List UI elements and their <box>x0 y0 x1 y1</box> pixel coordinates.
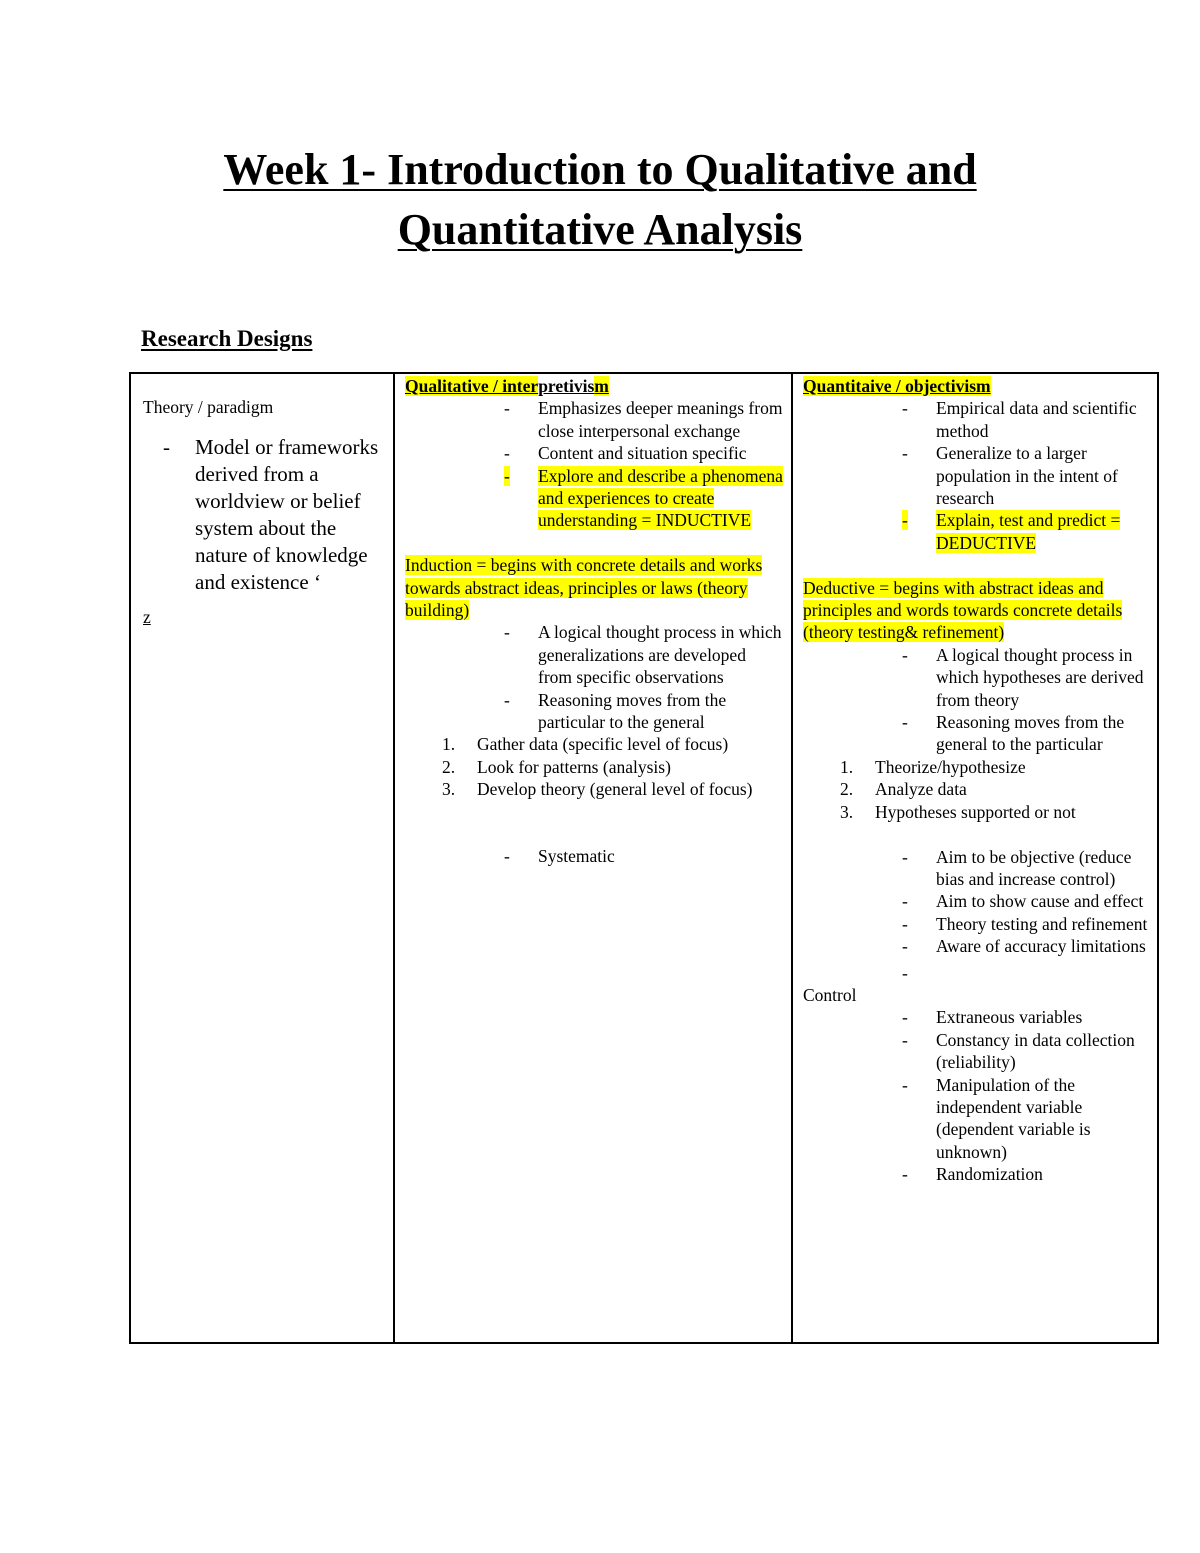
bullet-dash: - <box>504 398 510 419</box>
list-item-text: Aim to show cause and effect <box>936 891 1144 912</box>
highlighted-text: Explore and describe a phenomena and <box>538 465 783 509</box>
highlighted-text: Induction = begins with concrete details and works towards abstract ideas, principles or laws (theory building) <box>405 555 763 621</box>
bullet-dash <box>803 509 936 554</box>
list-item <box>405 689 783 734</box>
bullet-dash: - <box>902 712 908 733</box>
qualitative-cell <box>394 373 792 1343</box>
numbered-item <box>405 733 783 755</box>
theory-label: Theory / paradigm <box>143 397 274 417</box>
highlighted-text: experiences to create understanding = INDUCTIVE <box>538 488 752 531</box>
list-item <box>803 1006 1149 1028</box>
heading-part: pretivis <box>538 376 595 396</box>
list-item <box>803 1074 1149 1164</box>
list-item-text: Aware of accuracy limitations <box>936 936 1146 957</box>
spacer <box>803 823 1149 845</box>
list-item-text <box>936 962 1149 984</box>
spacer <box>405 532 783 554</box>
list-item-text: A logical thought process in which generalizations are developed from specific observations <box>538 622 782 688</box>
list-item <box>803 846 1149 891</box>
bullet-dash: - <box>504 622 510 643</box>
list-item <box>803 890 1149 912</box>
item-number: 1. <box>840 756 854 777</box>
highlighted-dash: - <box>902 510 908 531</box>
list-item <box>405 442 783 464</box>
list-item <box>405 397 783 442</box>
numbered-item <box>803 778 1149 800</box>
list-item <box>143 434 383 596</box>
list-item-text: Constancy in data collection (reliability) <box>936 1029 1135 1073</box>
list-item-text: Emphasizes deeper meanings from close interpersonal exchange <box>538 398 783 441</box>
list-item-text: Randomization <box>936 1164 1043 1185</box>
bullet-dash: - <box>902 443 908 464</box>
list-item-text <box>538 465 783 532</box>
qualitative-heading <box>405 375 783 397</box>
item-number: 2. <box>442 756 456 777</box>
heading-part: Qualitative / inter <box>405 376 539 396</box>
bullet-dash: - <box>902 846 908 867</box>
bullet-dash: - <box>504 443 510 464</box>
numbered-item-text: Develop theory (general level of focus) <box>477 779 753 800</box>
spacer <box>405 823 783 845</box>
spacer <box>405 801 783 823</box>
theory-definition: Model or frameworks derived from a worldview or belief system about the nature of knowledge and existence ‘ <box>195 435 379 595</box>
numbered-item-text: Hypotheses supported or not <box>875 801 1076 822</box>
theory-paradigm-cell <box>130 373 394 1343</box>
list-item-text: Aim to be objective (reduce bias and increase control) <box>936 846 1132 889</box>
list-item <box>803 442 1149 509</box>
highlighted-text: Deductive = begins with abstract ideas and principles and words towards concrete details (theory testing& refinement) <box>803 577 1123 643</box>
heading-part: m <box>594 376 609 396</box>
numbered-item <box>803 801 1149 823</box>
title-line-2: Quantitative Analysis <box>397 205 803 254</box>
quantitative-cell <box>792 373 1158 1343</box>
highlighted-text: Quantitaive / objectivism <box>803 376 991 396</box>
list-item <box>803 1029 1149 1074</box>
list-item-text: Reasoning moves from the particular to the general <box>538 689 727 733</box>
bullet-dash: - <box>902 1164 908 1185</box>
numbered-item-text: Look for patterns (analysis) <box>477 756 671 777</box>
list-item <box>803 644 1149 711</box>
quantitative-heading <box>803 375 1149 397</box>
stray-character: z <box>143 607 151 628</box>
research-designs-table <box>129 372 1159 1344</box>
list-item <box>405 621 783 688</box>
numbered-item-text: Gather data (specific level of focus) <box>477 734 729 755</box>
item-number: 3. <box>840 801 854 822</box>
list-item <box>803 509 1149 554</box>
item-number: 3. <box>442 779 456 800</box>
document-title <box>0 140 1200 260</box>
bullet-dash: - <box>504 846 510 867</box>
numbered-item <box>405 756 783 778</box>
list-item <box>803 935 1149 957</box>
bullet-dash: - <box>163 435 170 460</box>
list-item-text: Generalize to a larger population in the intent of research <box>936 443 1118 509</box>
title-line-1: Week 1- Introduction to Qualitative and <box>223 145 977 194</box>
bullet-dash: - <box>902 962 908 983</box>
deductive-definition <box>803 577 1149 644</box>
list-item <box>405 465 783 532</box>
list-item-text: Content and situation specific <box>538 443 747 464</box>
numbered-item-text: Theorize/hypothesize <box>875 756 1026 777</box>
list-item-text: A logical thought process in which hypotheses are derived from theory <box>936 644 1144 710</box>
list-item-text: Extraneous variables <box>936 1007 1083 1028</box>
bullet-dash <box>405 465 538 532</box>
bullet-dash: - <box>902 644 908 665</box>
section-heading: Research Designs <box>141 326 313 351</box>
item-number: 2. <box>840 779 854 800</box>
list-item-text: Reasoning moves from the general to the particular <box>936 712 1125 755</box>
list-item-text: Manipulation of the independent variable (dependent variable is unknown) <box>936 1074 1091 1162</box>
highlighted-text: Explain, test and predict = DEDUCTIVE <box>936 510 1121 553</box>
list-item-text <box>936 509 1149 554</box>
numbered-item <box>405 778 783 800</box>
spacer <box>803 554 1149 576</box>
list-item <box>803 1163 1149 1185</box>
induction-definition <box>405 554 783 621</box>
bullet-dash: - <box>902 1007 908 1028</box>
bullet-dash: - <box>902 1074 908 1095</box>
item-number: 1. <box>442 734 456 755</box>
numbered-item <box>803 756 1149 778</box>
list-item-text: Systematic <box>538 846 615 867</box>
bullet-dash: - <box>902 891 908 912</box>
table-row <box>130 373 1158 1343</box>
list-item <box>803 711 1149 756</box>
control-label: Control <box>803 984 857 1005</box>
highlighted-dash: - <box>504 465 510 486</box>
bullet-dash: - <box>902 1029 908 1050</box>
list-item-text: Theory testing and refinement <box>936 913 1148 934</box>
bullet-dash: - <box>902 398 908 419</box>
list-item <box>405 845 783 867</box>
numbered-item-text: Analyze data <box>875 779 967 800</box>
bullet-dash: - <box>504 689 510 710</box>
list-item-text: Empirical data and scientific method <box>936 398 1137 441</box>
list-item <box>803 397 1149 442</box>
bullet-dash: - <box>902 913 908 934</box>
list-item <box>803 913 1149 935</box>
bullet-dash: - <box>902 936 908 957</box>
list-item-empty <box>803 962 1149 984</box>
